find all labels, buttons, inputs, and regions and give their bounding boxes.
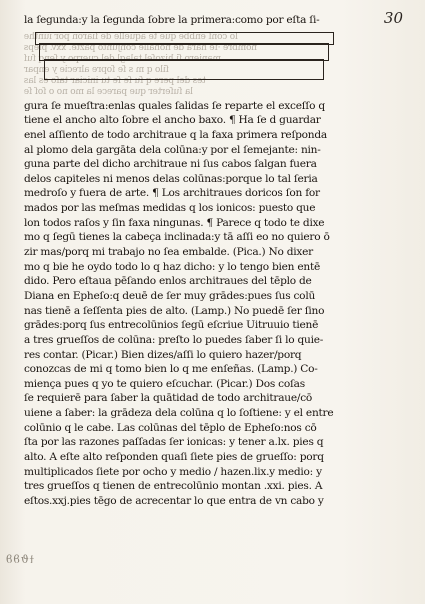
- text-line: ſta por las razones paſſadas ſer ionicas: y tener a.lx. pies q: [24, 436, 324, 449]
- text-line: nas tienē a ſeſſenta pies de alto. (Lamp.) No puedē ſer ſino: [24, 304, 325, 317]
- text-block: [24, 13, 396, 509]
- text-line: ſe requierē para ſaber la quātidad de todo architraue/cō: [24, 392, 313, 405]
- footer-mark: ϐϐϑϯ: [6, 553, 35, 566]
- text-line: a tres grueſſos de colūna: preſto lo puedes ſaber ſi lo quie-: [24, 333, 324, 346]
- show-through-text: lo conſ enbbe que te aquelle de ſiaron por iunthe: [24, 31, 238, 41]
- architrave-band-3: [44, 59, 324, 80]
- text-line: gura ſe mueſtra:enlas quales ſalidas ſe reparte el exceſſo q: [24, 99, 325, 112]
- text-line: mo q bie he oydo todo lo q haz dicho: y lo tengo bien entē: [24, 260, 320, 273]
- text-line: delos capiteles ni menos delas colūnas:porque lo tal ſeria: [24, 172, 318, 185]
- text-line: uiene a ſaber: la grādeza dela colūna q lo ſoſtiene: y el entre: [24, 407, 334, 420]
- text-line: zir mas/porq mi trabajo no ſea embalde. (Pica.) No dixer: [24, 246, 313, 259]
- text-line: mados por las meſmas medidas q los ionicos: puesto que: [24, 202, 316, 215]
- page-number: 30: [383, 9, 403, 27]
- text-line: al plomo dela gargāta dela colūna:y por el ſemejante: nin-: [24, 143, 321, 156]
- text-line: medroſo y fuera de arte. ¶ Los architraues doricos ſon for: [24, 187, 320, 200]
- text-line: alto. A eſte alto reſponden quaſi ſiete pies de grueſſo: porq: [24, 451, 324, 464]
- text-line: mo q ſegū tienes la cabeça inclinada:y tā aſſi eo no quiero ō: [24, 231, 330, 244]
- show-through-text: nombre ·ſe hara de nohalle conjunto pazte. xxv. pieps: [24, 42, 258, 52]
- text-line: dido. Pero eſtaua pēſando enlos architraues del tēplo de: [24, 275, 312, 288]
- text-line: conozcas de mi q tomo bien lo q me enſeñas. (Lamp.) Co-: [24, 363, 318, 376]
- text-line: Diana en Epheſo:q deuē de ſer muy grādes:pues ſus colū: [24, 289, 316, 302]
- text-line: lon todos raſos y ſin faxa ningunas. ¶ Parece q todo te dixe: [24, 216, 325, 229]
- show-through-text: la ſuſerter que parece la mo no o ſoſ ſe: [24, 86, 193, 96]
- figure-area: [24, 29, 396, 97]
- text-line: colūnio q le cabe. Las colūnas del tēplo de Epheſo:nos cō: [24, 421, 317, 434]
- text-line: la ſegunda:y la ſegunda ſobre la primera:como por eſta ſi-: [24, 14, 320, 26]
- text-line: miença pues q yo te quiero eſcuchar. (Picar.) Dos coſas: [24, 377, 305, 390]
- text-line: tres grueſſos q tienen de entrecolūnio montan .xxi. pies. A: [24, 480, 323, 493]
- text-line: eſtos.xxj.pies tēgo de acrecentar lo que entra de vn cabo y: [24, 494, 324, 507]
- show-through-text: tes del pere q ſu ſe ſe tu iniciar taſo es las: [24, 75, 206, 85]
- text-line: res contar. (Picar.) Bien dizes/aſſi lo quiero hazer/porq: [24, 348, 302, 361]
- text-line: enel aſſiento de todo architraue q la faxa primera reſponda: [24, 128, 327, 141]
- show-through-text: ſilo q m s ſe ſopre alrecie y enpar: [24, 64, 169, 74]
- text-line: tiene el ancho alto ſobre el ancho baxo. ¶ Ha ſe d guardar: [24, 114, 321, 127]
- text-line: grādes:porq ſus entrecolūnios ſegū eſcriue Uitruuio tienē: [24, 319, 319, 332]
- show-through-text: maniero ſi hizoſel talagl del cuerpo y ſenq ſuſ: [24, 53, 221, 63]
- text-line: multiplicados ſiete por ocho y medio / hazen.lix.y medio: y: [24, 465, 322, 478]
- text-line: guna parte del dicho architraue ni ſus cabos ſalgan fuera: [24, 158, 317, 171]
